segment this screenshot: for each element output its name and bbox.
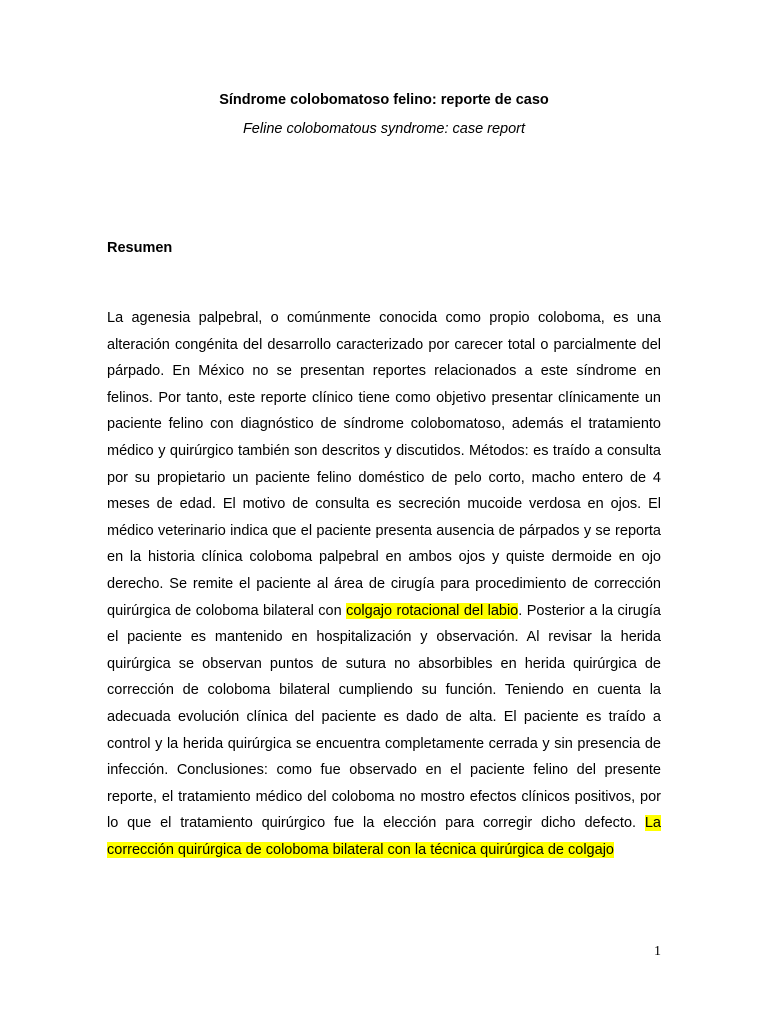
document-subtitle: Feline colobomatous syndrome: case report (242, 121, 526, 137)
page-number: 1 (654, 944, 661, 959)
abstract-paragraph (107, 305, 661, 863)
highlighted-text-2: La corrección quirúrgica de coloboma bilateral con la técnica quirúrgica de colgajo (107, 815, 661, 858)
document-title: Síndrome colobomatoso felino: reporte de caso (219, 92, 549, 108)
highlighted-text-1: colgajo rotacional del labio (346, 602, 519, 619)
abstract-text-part1: La agenesia palpebral, o comúnmente conocida como propio coloboma, es una alteración congénita del desarrollo caracterizado por carecer total o parcialmente del párpado. En México no se presentan reportes relacionados a este síndrome en felinos. Por tanto, este reporte clínico tiene como objetivo presentar clínicamente un paciente felino con diagnóstico de síndrome colobomatoso, además el tratamiento médico y quirúrgico también son descritos y discutidos. Métodos: es traído a consulta por su propietario un paciente felino doméstico de pelo corto, macho entero de 4 meses de edad. El motivo de consulta es secreción mucoide verdosa en ojos. El médico veterinario indica que el paciente presenta ausencia de párpados y se reporta en la historia clínica coloboma palpebral en ambos ojos y quiste dermoide en ojo derecho. Se remite el paciente al área de cirugía para procedimiento de corrección quirúrgica de coloboma bilateral con (107, 310, 661, 619)
section-heading-resumen: Resumen (107, 240, 173, 256)
abstract-text-part2: . Posterior a la cirugía el paciente es mantenido en hospitalización y observación. Al revisar la herida quirúrgica se observan puntos de sutura no absorbibles en herida quirúrgica de corrección de coloboma bilateral cumpliendo su función. Teniendo en cuenta la adecuada evolución clínica del paciente es dado de alta. El paciente es traído a control y la herida quirúrgica se encuentra completamente cerrada y sin presencia de infección. Conclusiones: como fue observado en el paciente felino del presente reporte, el tratamiento médico del coloboma no mostro efectos clínicos positivos, por lo que el tratamiento quirúrgico fue la elección para corregir dicho defecto. (107, 602, 661, 832)
